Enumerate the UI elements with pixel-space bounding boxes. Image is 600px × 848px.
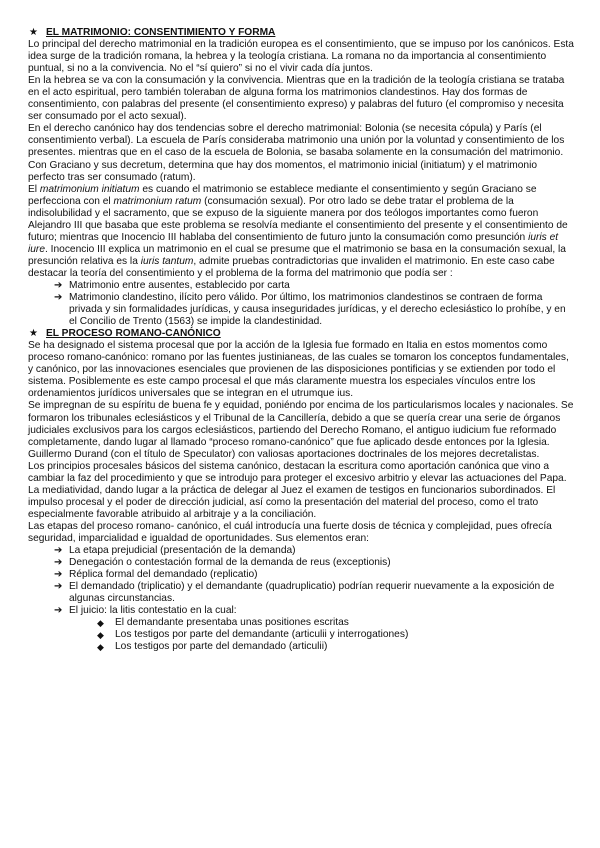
text-run: . Inocencio III explica un matrimonio en el cual se presume que el matrimonio se basa en la consumación sexual, la presunción relativa es la (28, 243, 566, 267)
list-item (54, 292, 576, 328)
list-item-text: Los testigos por parte del demandado (articulii) (115, 641, 328, 653)
arrow-bullet-icon: ➔ (54, 605, 63, 617)
list-item-text: El demandante presentaba unas positiones escritas (115, 617, 349, 629)
section-heading-proceso (28, 328, 576, 340)
diamond-bullet-icon: ◆ (97, 642, 104, 653)
arrow-list-forms (28, 280, 576, 328)
paragraph: Se impregnan de su espíritu de buena fe y equidad, poniéndo por encima de los particularismos locales y nacionales. Se formaron los tribunales eclesiásticos y el Tribunal de la Cancillería, debido a que se quería crear una serie de órganos judiciales exclusivos para los cargos eclesiásticos, partiendo del Derecho Romano, el antiguo iudicium fue reformado completamente, dando lugar al llamado “proceso romano-canónico” que fue aplicado desde entonces por la Iglesia. Guillermo Durand (con el título de Speculator) con valiosas aportaciones doctrinales de los mejores decretalistas. (28, 400, 574, 460)
list-item (54, 545, 576, 557)
list-item-text: Los testigos por parte del demandante (articulii y interrogationes) (115, 629, 409, 641)
list-item-text: La etapa prejudicial (presentación de la demanda) (69, 545, 296, 557)
arrow-bullet-icon: ➔ (54, 279, 63, 291)
arrow-bullet-icon: ➔ (54, 569, 63, 581)
text-run: (consumación sexual). Por otro lado se debe tratar el problema de la indisolubilidad y el sacramento, que se expuso de la siguiente manera por dos teólogos importantes como fueron Alejandro III que basaba que este problema se resolvía mediante el consentimiento del presente y el consentimiento de futuro; mientras que Inocencio III hablaba del consentimiento de futuro junto la consumación como presunción (28, 195, 568, 243)
list-item-text: El demandado (triplicatio) y el demandante (quadruplicatio) podrían requerir nuevamente a la exposición de algunas circunstancias. (69, 581, 555, 605)
text-run: , admite pruebas contradictorias que invaliden el matrimonio. En este caso cabe destacar la teoría del consentimiento y el problema de la forma del matrimonio que podía ser : (28, 255, 555, 279)
list-item (97, 629, 576, 641)
section-heading-matrimonio (28, 27, 576, 39)
paragraph-with-latin-terms (28, 184, 576, 280)
diamond-bullet-icon: ◆ (97, 618, 104, 629)
arrow-bullet-icon: ➔ (54, 545, 63, 557)
diamond-list (69, 617, 576, 653)
list-item-text: Matrimonio entre ausentes, establecido por carta (69, 279, 290, 291)
list-item (54, 581, 576, 605)
paragraph: En el derecho canónico hay dos tendencias sobre el derecho matrimonial: Bolonia (se necesita cópula) y París (el consentimiento verbal). La escuela de París consideraba matrimonio una unión por la voluntad y consentimiento de los presentes. mientras que en el caso de la escuela de Bolonia, se basaba solamente en la consumación del matrimonio. Con Graciano y sus decretum, determina que hay dos momentos, el matrimonio inicial (initiatum) y el matrimonio perfecto tras ser consumado (ratum). (28, 123, 565, 183)
paragraph: Las etapas del proceso romano- canónico, el cuál introducía una fuerte dosis de técnica y complejidad, pues ofrecía seguridad, imparcialidad e igualdad de oportunidades. Sus elementos eran: (28, 520, 552, 544)
list-item-text: Matrimonio clandestino, ilícito pero válido. Por último, los matrimonios clandestinos se contraen de forma privada y sin formalidades jurídicas, y causa inseguridades jurídicas, y el derecho eclesiástico lo prohíbe, y en el Concilio de Trento (1563) se impide la clandestinidad. (69, 292, 566, 328)
list-item (54, 557, 576, 569)
list-item (54, 605, 576, 653)
arrow-list-stages (28, 545, 576, 653)
list-item (97, 641, 576, 653)
section-heading-text: EL PROCESO ROMANO-CANÓNICO (46, 328, 221, 340)
list-item-text: El juicio: la litis contestatio en la cual: (69, 605, 237, 617)
paragraph: Lo principal del derecho matrimonial en la tradición europea es el consentimiento, que se impuso por los canónicos. Esta idea surge de la tradición romana, la hebrea y la teología cristiana. La romana no da importancia al consentimiento puntual, si no a la convivencia. No el “sí quiero” si no el vivir cada día juntos. (28, 39, 574, 75)
arrow-bullet-icon: ➔ (54, 292, 63, 304)
arrow-bullet-icon: ➔ (54, 557, 63, 569)
text-run: El (28, 183, 40, 195)
star-bullet-icon: ★ (29, 27, 39, 38)
paragraph: Los principios procesales básicos del sistema canónico, destacan la escritura como aportación canónica que vino a cambiar la faz del procedimiento y que se introdujo para proteger el excesivo arbitrio y elevar las actuaciones del Papa. La mediatividad, dando lugar a la práctica de delegar al Juez el examen de testigos en funcionarios subordinados. El impulso procesal y el poder de dirección judicial, así como la presentación del material del proceso, como el trato especialmente favorable atribuido al arbitraje y a la conciliación. (28, 460, 567, 520)
latin-term: iuris tantum (140, 255, 194, 267)
document-page (28, 27, 576, 653)
section-heading-text: EL MATRIMONIO: CONSENTIMIENTO Y FORMA (46, 27, 276, 38)
text-run: es cuando el matrimonio se establece mediante el consentimiento y según Graciano se perfecciona con el (28, 183, 537, 207)
paragraph: En la hebrea se va con la consumación y la convivencia. Mientras que en la tradición de la teología cristiana se trataba en el acto espiritual, pero también toleraban de alguna forma los matrimonios clandestinos. Hay dos formas de consentimiento, con palabras del presente (el consentimiento expreso) y palabras del futuro (el compromiso y necesita ser consumado por el acto sexual). (28, 75, 565, 123)
arrow-bullet-icon: ➔ (54, 581, 63, 593)
paragraph: Se ha designado el sistema procesal que por la acción de la Iglesia fue formado en Italia en estos momentos como proceso romano-canónico: romano por las fuentes justinianeas, de las cuales se tomaron los conceptos fundamentales, y canónico, por las innovaciones esenciales que provienen de las disposiciones pontificias y se extienden por todo el sistema. Posiblemente es este campo procesal el que más claramente muestra los especiales vínculos entre los ordenamientos jurídicos universales que se integran en el utrumque ius. (28, 340, 569, 400)
star-bullet-icon: ★ (29, 328, 39, 340)
list-item (97, 617, 576, 629)
diamond-bullet-icon: ◆ (97, 630, 104, 641)
list-item-text: Denegación o contestación formal de la demanda de reus (exceptionis) (69, 557, 391, 569)
latin-term: matrimonium initiatum (39, 183, 140, 195)
latin-term: iuris et iure (28, 231, 559, 255)
list-item (54, 569, 576, 581)
list-item-text: Réplica formal del demandado (replicatio) (69, 569, 258, 581)
latin-term: matrimonium ratum (113, 195, 202, 207)
list-item (54, 280, 576, 292)
